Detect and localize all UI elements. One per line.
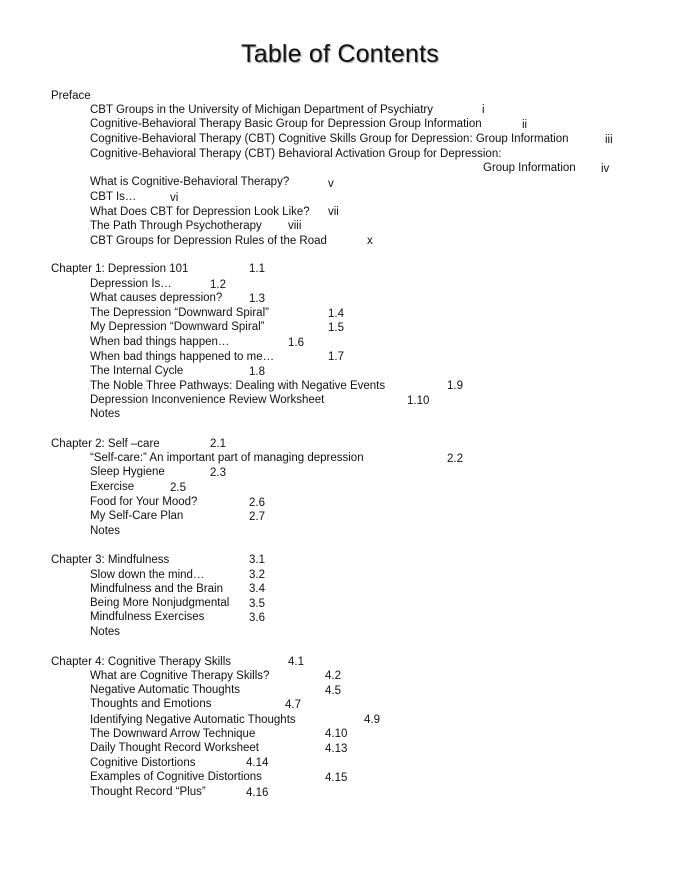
toc-entry-page: 1.10 <box>407 395 430 407</box>
toc-entry-page: 4.13 <box>325 743 348 755</box>
preface-item-page: vii <box>328 206 339 218</box>
toc-entry-label: Being More Nonjudgmental <box>90 597 230 609</box>
preface-item-label-continued: Group Information <box>483 162 576 174</box>
toc-entry-label: Mindfulness Exercises <box>90 611 205 623</box>
toc-entry-page: 1.7 <box>328 351 344 363</box>
toc-entry-label: When bad things happen… <box>90 336 230 348</box>
preface-item-page: iii <box>605 134 613 146</box>
toc-entry-page: 4.14 <box>246 757 269 769</box>
toc-entry-page: 2.3 <box>210 467 226 479</box>
toc-entry-page: 4.7 <box>285 699 301 711</box>
toc-entry-label: Thoughts and Emotions <box>90 698 212 710</box>
preface-item-page: i <box>482 104 485 116</box>
toc-entry-label: Identifying Negative Automatic Thoughts <box>90 714 296 726</box>
toc-entry-label: What are Cognitive Therapy Skills? <box>90 670 270 682</box>
toc-entry-label: When bad things happened to me… <box>90 351 275 363</box>
preface-item-label: What is Cognitive-Behavioral Therapy? <box>90 176 290 188</box>
chapter-page: 4.1 <box>288 656 304 668</box>
preface-item-label: CBT Is… <box>90 191 137 203</box>
toc-entry-label: The Internal Cycle <box>90 365 184 377</box>
toc-entry-label: The Depression “Downward Spiral” <box>90 307 269 319</box>
preface-heading: Preface <box>51 90 91 102</box>
toc-entry-page: 3.5 <box>249 598 265 610</box>
chapter-title: Chapter 2: Self –care <box>51 438 160 450</box>
toc-entry-page: 1.6 <box>288 337 304 349</box>
toc-entry-page: 4.9 <box>364 714 380 726</box>
preface-item-label: CBT Groups for Depression Rules of the Road <box>90 235 327 247</box>
toc-entry-page: 1.9 <box>447 380 463 392</box>
chapter-title: Chapter 1: Depression 101 <box>51 263 189 275</box>
toc-entry-label: The Noble Three Pathways: Dealing with Negative Events <box>90 380 386 392</box>
toc-entry-page: 2.5 <box>170 482 186 494</box>
toc-entry-label: Negative Automatic Thoughts <box>90 684 241 696</box>
preface-item-label: Cognitive-Behavioral Therapy (CBT) Behavioral Activation Group for Depression: <box>90 148 502 160</box>
preface-item-page: v <box>328 178 334 190</box>
toc-entry-label: Daily Thought Record Worksheet <box>90 742 259 754</box>
chapter-page: 3.1 <box>249 554 265 566</box>
toc-entry-page: 2.7 <box>249 511 265 523</box>
preface-item-page: viii <box>288 220 302 232</box>
toc-entry-label: Depression Is… <box>90 278 172 290</box>
preface-item-page: iv <box>601 163 610 175</box>
toc-entry-page: 4.5 <box>325 685 341 697</box>
preface-item-page: ii <box>522 119 528 131</box>
toc-entry-page: 2.6 <box>249 497 265 509</box>
preface-item-label: Cognitive-Behavioral Therapy (CBT) Cognitive Skills Group for Depression: Group Information <box>90 133 569 145</box>
toc-entry-page: 3.4 <box>249 583 265 595</box>
toc-entry-label: Notes <box>90 408 121 420</box>
preface-item-page: x <box>367 235 373 247</box>
toc-entry-page: 1.2 <box>210 279 226 291</box>
toc-entry-label: What causes depression? <box>90 292 223 304</box>
preface-item-label: CBT Groups in the University of Michigan Department of Psychiatry <box>90 104 434 116</box>
toc-entry-page: 1.5 <box>328 322 344 334</box>
toc-entry-label: Examples of Cognitive Distortions <box>90 771 262 783</box>
toc-entry-label: Slow down the mind… <box>90 569 205 581</box>
toc-entry-page: 1.8 <box>249 366 265 378</box>
chapter-title: Chapter 4: Cognitive Therapy Skills <box>51 656 232 668</box>
toc-entry-label: Mindfulness and the Brain <box>90 583 223 595</box>
toc-entry-label: Food for Your Mood? <box>90 496 198 508</box>
toc-entry-label: Notes <box>90 626 121 638</box>
toc-entry-label: Sleep Hygiene <box>90 466 165 478</box>
toc-entry-page: 1.4 <box>328 308 344 320</box>
toc-entry-page: 3.6 <box>249 612 265 624</box>
preface-item-label: The Path Through Psychotherapy <box>90 220 262 232</box>
toc-entry-page: 4.16 <box>246 787 269 799</box>
toc-entry-label: Thought Record “Plus” <box>90 786 206 798</box>
chapter-page: 1.1 <box>249 263 265 275</box>
toc-entry-label: Cognitive Distortions <box>90 757 196 769</box>
preface-item-label: Cognitive-Behavioral Therapy Basic Group for Depression Group Information <box>90 118 482 130</box>
toc-entry-label: Depression Inconvenience Review Worksheet <box>90 394 325 406</box>
preface-item-label: What Does CBT for Depression Look Like? <box>90 206 310 218</box>
toc-entry-page: 1.3 <box>249 293 265 305</box>
page-title: Table of Contents <box>241 40 439 68</box>
toc-entry-page: 4.15 <box>325 772 348 784</box>
toc-entry-label: The Downward Arrow Technique <box>90 728 256 740</box>
toc-entry-label: Exercise <box>90 481 135 493</box>
preface-item-page: vi <box>170 192 179 204</box>
toc-entry-label: My Self-Care Plan <box>90 510 184 522</box>
toc-entry-page: 4.2 <box>325 670 341 682</box>
toc-entry-page: 4.10 <box>325 728 348 740</box>
toc-entry-page: 2.2 <box>447 453 463 465</box>
toc-entry-label: My Depression “Downward Spiral” <box>90 321 265 333</box>
toc-entry-label: “Self-care:” An important part of managing depression <box>90 452 364 464</box>
toc-entry-page: 3.2 <box>249 569 265 581</box>
chapter-title: Chapter 3: Mindfulness <box>51 554 170 566</box>
toc-entry-label: Notes <box>90 525 121 537</box>
chapter-page: 2.1 <box>210 438 226 450</box>
